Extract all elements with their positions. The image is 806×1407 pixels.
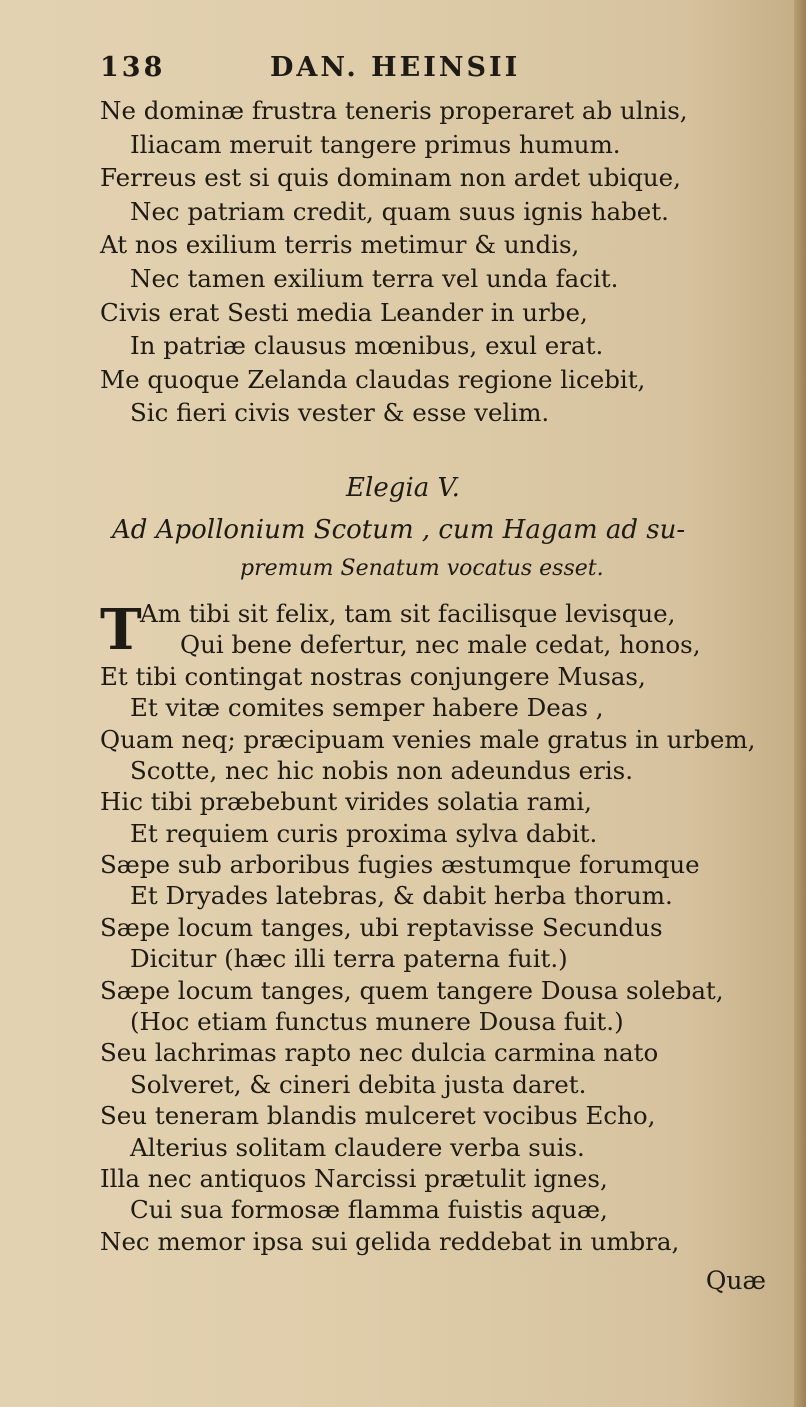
verse-line: Sæpe locum tanges, quem tangere Dousa solebat, bbox=[100, 975, 724, 1005]
elegy-dedication-line-1: Ad Apollonium Scotum , cum Hagam ad su- bbox=[112, 514, 686, 545]
elegy-heading bbox=[100, 466, 766, 588]
verse-line: Illa nec antiquos Narcissi prætulit ignes, bbox=[100, 1163, 608, 1193]
verse-line: In patriæ clausus mœnibus, exul erat. bbox=[130, 331, 604, 361]
verse-line: Dicitur (hæc illi terra paterna fuit.) bbox=[130, 944, 568, 974]
page-number: 138 bbox=[100, 52, 166, 83]
verse-line: Cui sua formosæ flamma fuistis aquæ, bbox=[130, 1195, 608, 1225]
elegy-title: Elegia V. bbox=[346, 472, 460, 503]
verse-line: Qui bene defertur, nec male cedat, honos, bbox=[180, 630, 701, 660]
verse-line: Iliacam meruit tangere primus humum. bbox=[130, 129, 621, 159]
verse-line: Et Dryades latebras, & dabit herba thorum. bbox=[130, 881, 673, 911]
verse-line: Alterius solitam claudere verba suis. bbox=[130, 1132, 585, 1162]
verses-top bbox=[100, 94, 766, 430]
verse-line: (Hoc etiam functus munere Dousa fuit.) bbox=[130, 1007, 624, 1037]
verse-line: Me quoque Zelanda claudas regione licebit, bbox=[100, 364, 646, 394]
verse-line: Civis erat Sesti media Leander in urbe, bbox=[100, 297, 588, 327]
verse-line: Solveret, & cineri debita justa daret. bbox=[130, 1069, 587, 1099]
page-edge-shadow bbox=[794, 0, 806, 1407]
verse-line: Nec tamen exilium terra vel unda facit. bbox=[130, 263, 619, 293]
running-header bbox=[100, 52, 766, 94]
verse-line: Sæpe locum tanges, ubi reptavisse Secundus bbox=[100, 912, 663, 942]
drop-cap: T bbox=[100, 596, 142, 663]
verse-line: Ferreus est si quis dominam non ardet ubique, bbox=[100, 163, 681, 193]
verse-line: Sic fieri civis vester & esse velim. bbox=[130, 398, 550, 428]
verse-line-first-text: Am tibi sit felix, tam sit facilisque levisque, bbox=[140, 598, 676, 628]
verse-line: Ne dominæ frustra teneris properaret ab ulnis, bbox=[100, 96, 688, 125]
verse-line: Et requiem curis proxima sylva dabit. bbox=[130, 818, 598, 848]
verse-line: At nos exilium terris metimur & undis, bbox=[100, 230, 580, 260]
verse-line: Quam neq; præcipuam venies male gratus in urbem, bbox=[100, 724, 756, 754]
elegy-dedication-line-2: premum Senatum vocatus esset. bbox=[240, 555, 604, 581]
verse-line: Hic tibi præbebunt virides solatia rami, bbox=[100, 787, 592, 817]
catchword: Quæ bbox=[705, 1266, 766, 1295]
verses-elegy bbox=[100, 598, 766, 1257]
verse-line: Et tibi contingat nostras conjungere Musas, bbox=[100, 661, 646, 691]
verse-line: Nec patriam credit, quam suus ignis habet. bbox=[130, 196, 669, 226]
verse-line: Seu teneram blandis mulceret vocibus Echo, bbox=[100, 1101, 656, 1131]
running-title: DAN. HEINSII bbox=[270, 52, 521, 83]
verse-line: Sæpe sub arboribus fugies æstumque forumque bbox=[100, 850, 700, 880]
verse-line: Seu lachrimas rapto nec dulcia carmina nato bbox=[100, 1038, 659, 1068]
verse-line: Nec memor ipsa sui gelida reddebat in umbra, bbox=[100, 1226, 680, 1256]
verse-line: Et vitæ comites semper habere Deas , bbox=[130, 693, 604, 723]
verse-line: Scotte, nec hic nobis non adeundus eris. bbox=[130, 755, 634, 785]
